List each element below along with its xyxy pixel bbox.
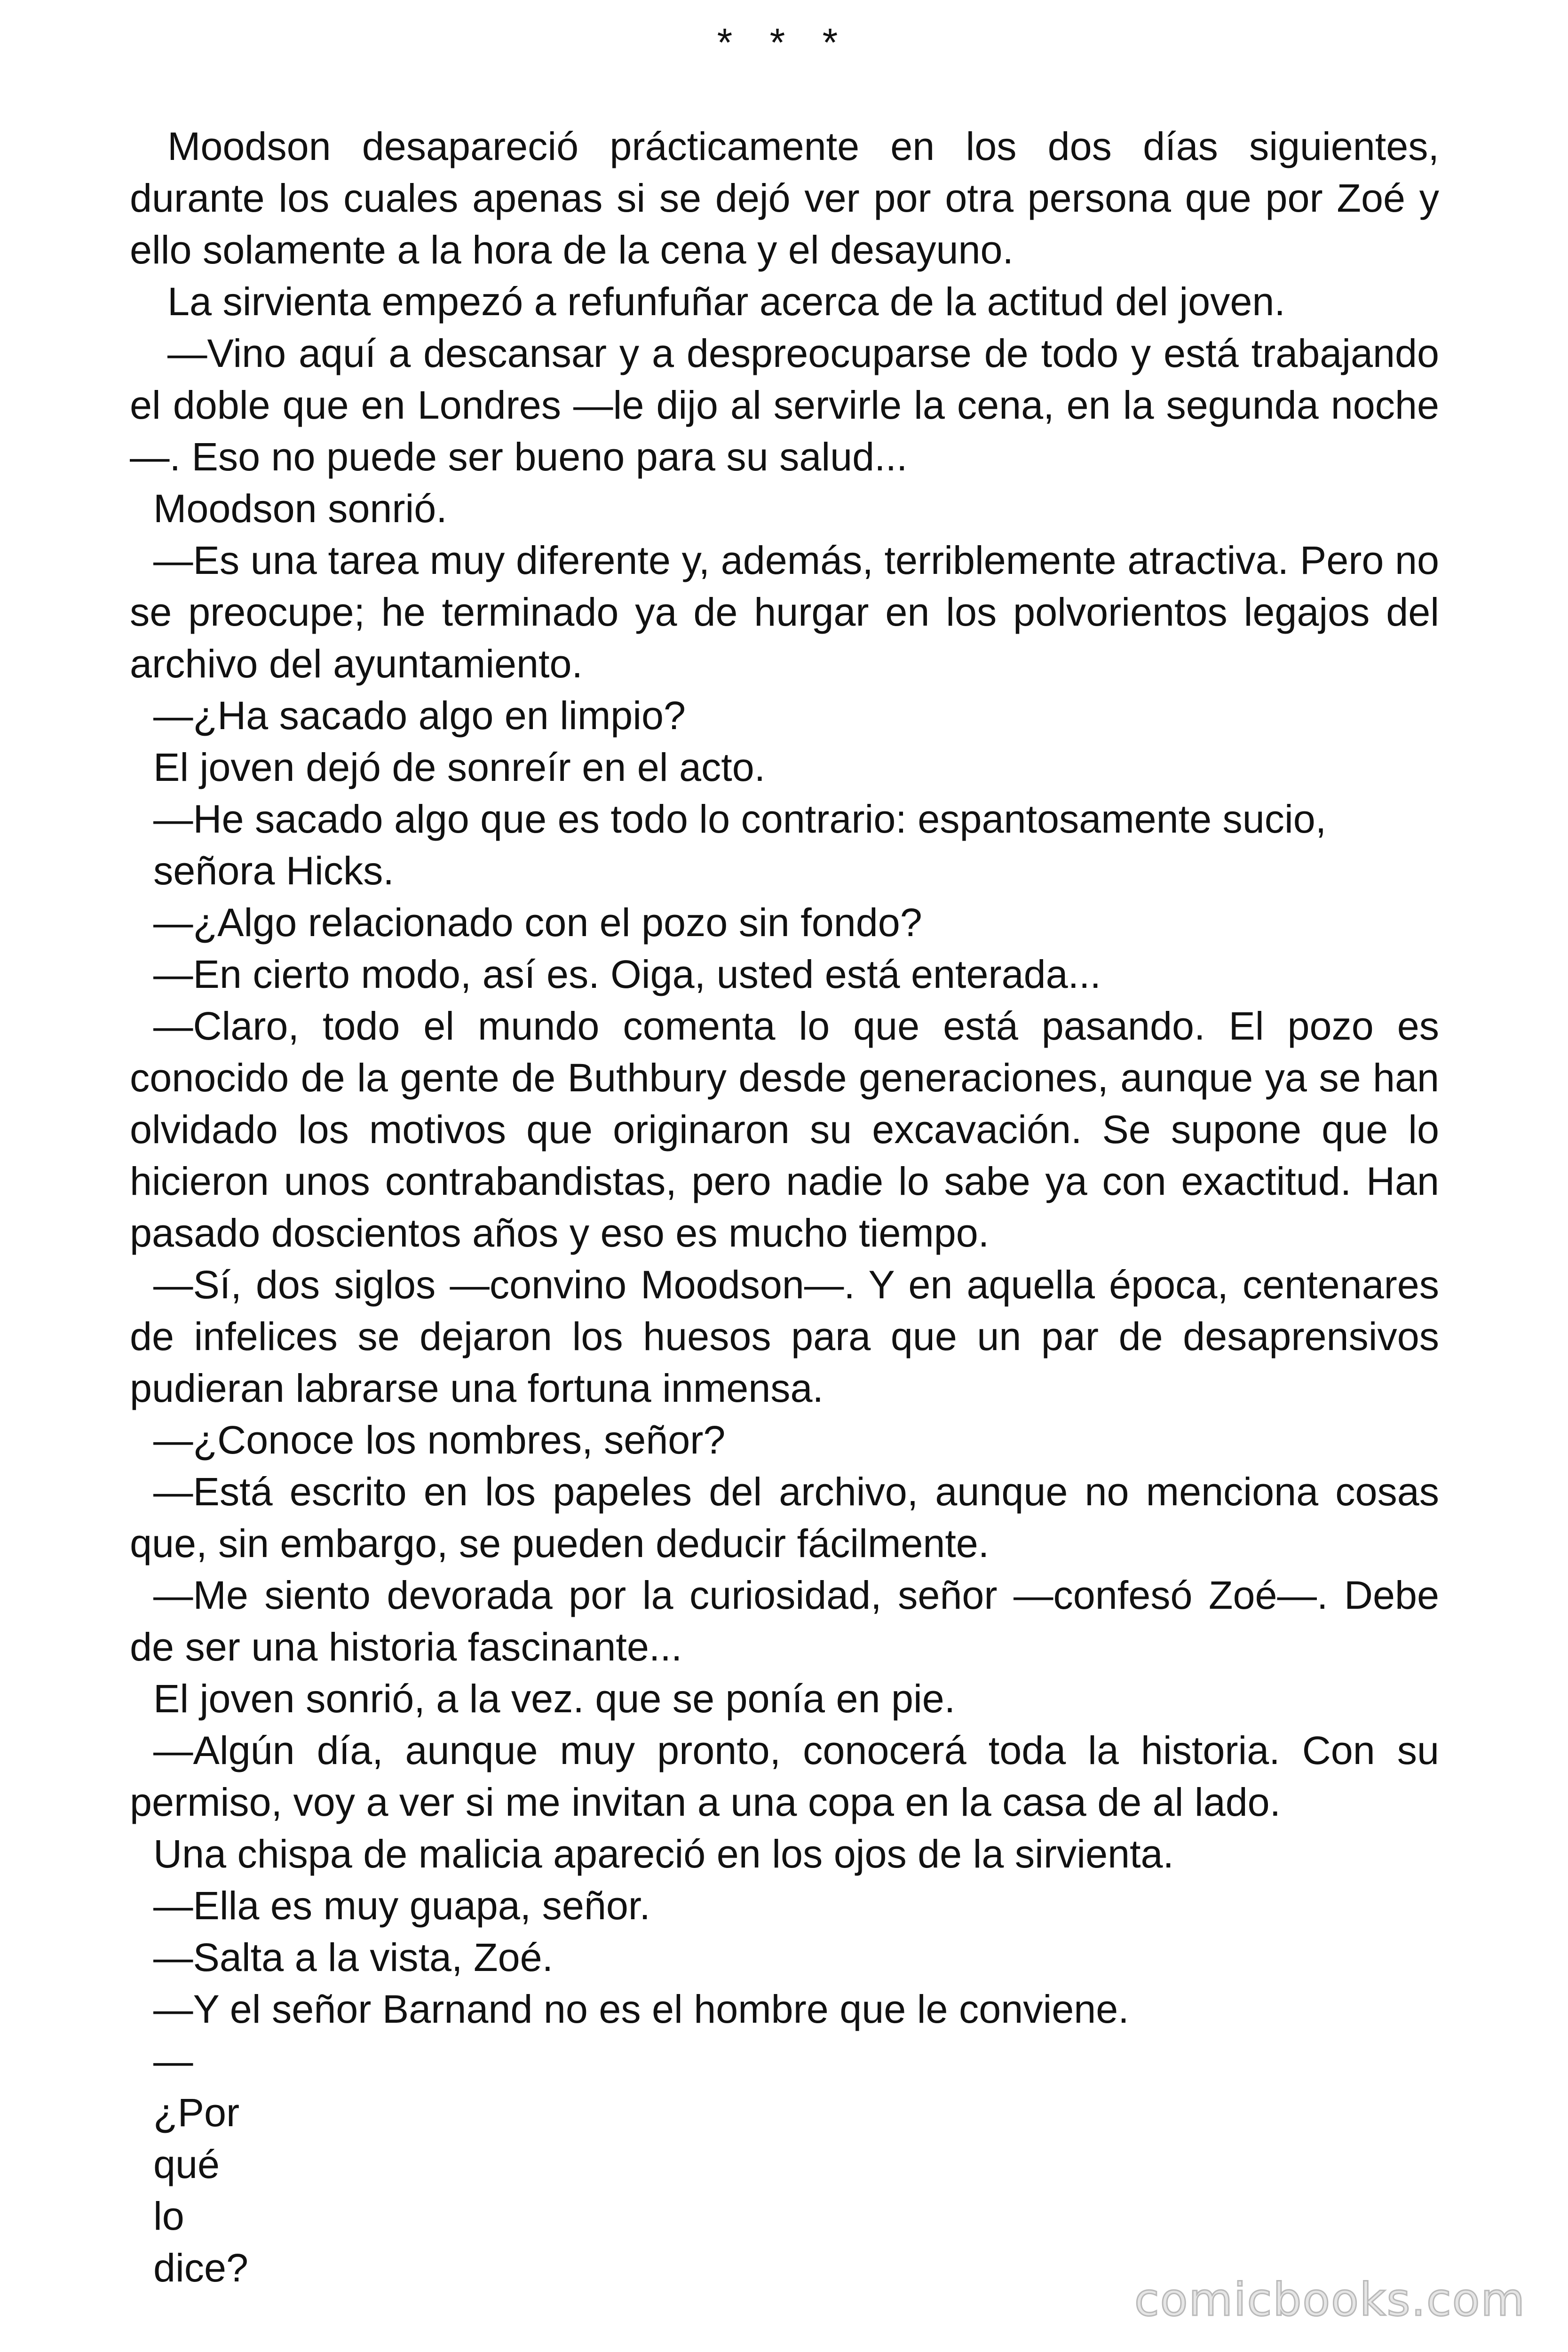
- paragraph: —En cierto modo, así es. Oiga, usted está enterada...: [153, 952, 1101, 996]
- paragraph: —¿Algo relacionado con el pozo sin fondo?: [153, 900, 922, 945]
- fragment-line: ¿Por: [153, 2090, 240, 2135]
- paragraph: —Salta a la vista, Zoé.: [153, 1935, 554, 1979]
- paragraph: —Sí, dos siglos —convino Moodson—. Y en aquella época, centenares de infelices se dejaron los huesos para que un par de desaprensivos pudieran labrarse una fortuna inmensa.: [130, 1263, 1439, 1410]
- scene-separator: * * *: [717, 20, 851, 64]
- paragraph: —He sacado algo que es todo lo contrario: espantosamente sucio, señora Hicks.: [153, 797, 1327, 893]
- paragraph: —¿Ha sacado algo en limpio?: [153, 693, 686, 738]
- paragraph: —Ella es muy guapa, señor.: [153, 1883, 650, 1928]
- paragraph: El joven sonrió, a la vez. que se ponía en pie.: [153, 1677, 956, 1721]
- paragraph: —Algún día, aunque muy pronto, conocerá toda la historia. Con su permiso, voy a ver si me invitan a una copa en la casa de al lado.: [130, 1728, 1439, 1824]
- fragmented-paragraph: [130, 2035, 1439, 2294]
- paragraph: —Vino aquí a descansar y a despreocuparse de todo y está trabajando el doble que en Londres —le dijo al servirle la cena, en la segunda noche—. Eso no puede ser bueno para su salud...: [130, 331, 1439, 479]
- fragment-line: —: [153, 2039, 193, 2083]
- paragraph: El joven dejó de sonreír en el acto.: [153, 745, 766, 789]
- paragraph: —¿Conoce los nombres, señor?: [153, 1418, 726, 1462]
- paragraph: La sirvienta empezó a refunfuñar acerca de la actitud del joven.: [167, 279, 1285, 324]
- fragment-line: dice?: [153, 2246, 249, 2290]
- fragment-line: qué: [153, 2142, 220, 2186]
- paragraph: Moodson sonrió.: [153, 486, 447, 531]
- paragraph: Una chispa de malicia apareció en los ojos de la sirvienta.: [153, 1832, 1174, 1876]
- paragraph: —Claro, todo el mundo comenta lo que está pasando. El pozo es conocido de la gente de Buthbury desde generaciones, aunque ya se han olvidado los motivos que originaron su excavación. Se supone que lo hicieron unos contrabandistas, pero nadie lo sabe ya con exactitud. Han pasado doscientos años y eso es mucho tiempo.: [130, 1004, 1439, 1255]
- watermark: comicbooks.com: [1134, 2273, 1526, 2326]
- paragraph: —Y el señor Barnand no es el hombre que le conviene.: [153, 1987, 1129, 2031]
- paragraph: —Es una tarea muy diferente y, además, terriblemente atractiva. Pero no se preocupe; he terminado ya de hurgar en los polvorientos legajos del archivo del ayuntamiento.: [130, 538, 1439, 686]
- body-text: [130, 120, 1439, 2294]
- fragment-line: lo: [153, 2194, 184, 2238]
- paragraph: —Me siento devorada por la curiosidad, señor —confesó Zoé—. Debe de ser una historia fascinante...: [130, 1573, 1439, 1669]
- paragraph: Moodson desapareció prácticamente en los dos días siguientes, durante los cuales apenas si se dejó ver por otra persona que por Zoé y ello solamente a la hora de la cena y el desayuno.: [130, 124, 1439, 272]
- paragraph: —Está escrito en los papeles del archivo, aunque no menciona cosas que, sin embargo, se pueden deducir fácilmente.: [130, 1470, 1439, 1565]
